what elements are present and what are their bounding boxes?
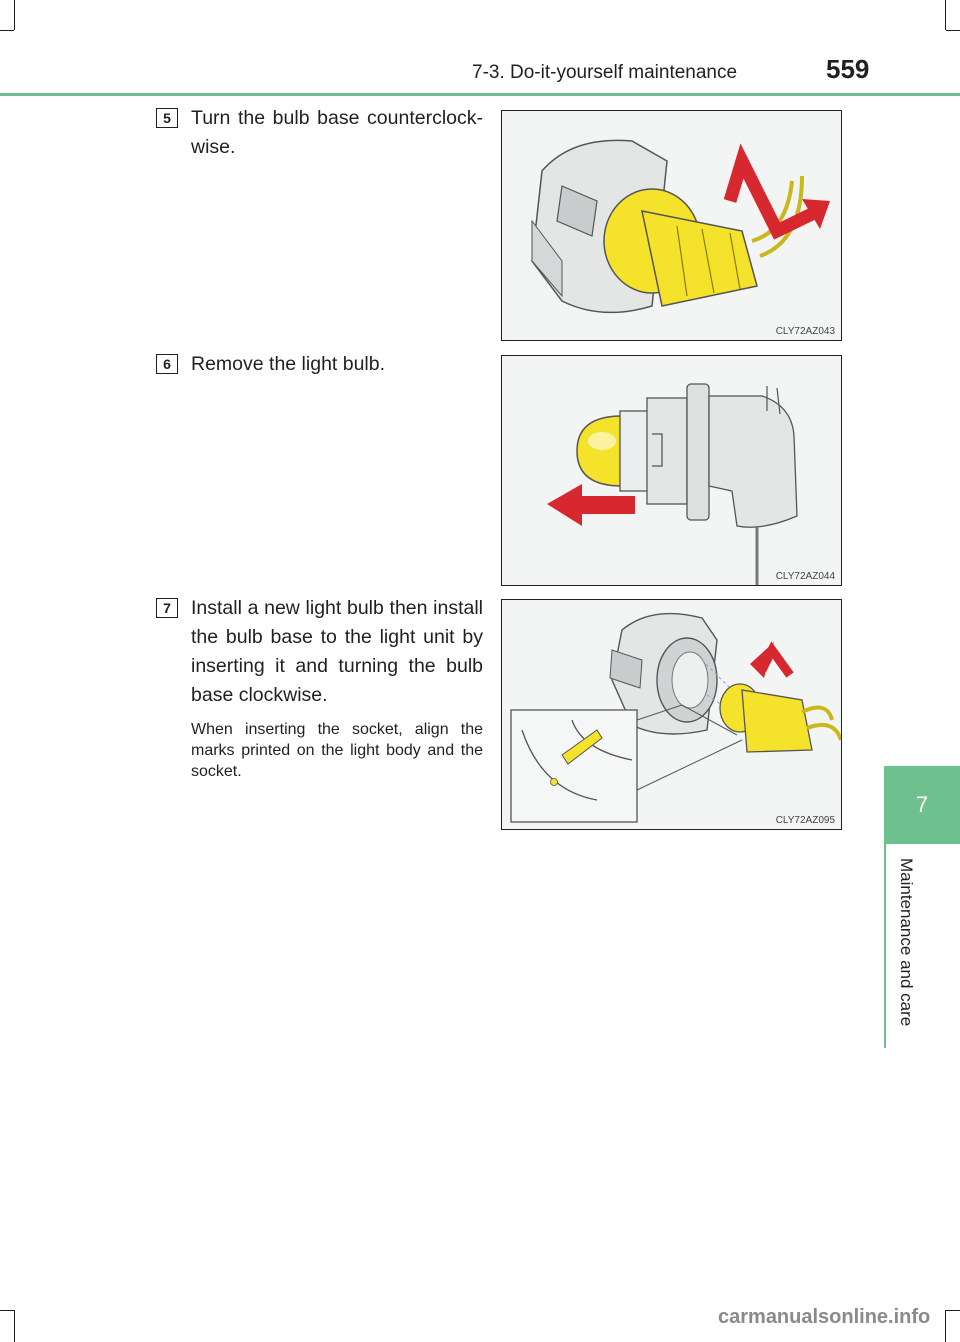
side-rule	[884, 844, 886, 1048]
figure-code: CLY72AZ095	[775, 815, 835, 826]
chapter-number: 7	[915, 792, 929, 817]
crop-mark	[945, 1310, 946, 1342]
chapter-tab[interactable]	[884, 766, 960, 844]
crop-mark	[946, 1310, 960, 1311]
step-badge-5: 5	[156, 108, 178, 128]
figure-install-bulb	[501, 599, 842, 830]
install-light-bulb-illustration	[502, 600, 841, 829]
page-number: 559	[826, 54, 870, 84]
crop-mark	[14, 1310, 15, 1342]
crop-mark	[946, 30, 960, 31]
figure-remove-bulb	[501, 355, 842, 586]
step-6-text: Remove the light bulb.	[191, 353, 386, 375]
figure-code: CLY72AZ044	[775, 571, 835, 582]
crop-mark	[0, 1310, 14, 1311]
step-7-note: When inserting the socket, align the marks printed on the light body and the socket.	[191, 721, 483, 780]
step-badge-7: 7	[156, 598, 178, 618]
figure-code: CLY72AZ043	[775, 326, 835, 337]
step-7-text: Install a new light bulb then install the bulb base to the light unit by inserting it and turning the bulb base clockwise.	[191, 597, 483, 706]
chapter-title: Maintenance and care	[897, 858, 916, 1027]
crop-mark	[14, 0, 15, 30]
watermark: carmanualsonline.info	[718, 1306, 931, 1328]
step-5-text: Turn the bulb base counterclock-wise.	[191, 107, 483, 158]
header-rule	[0, 93, 960, 96]
step-badge-6: 6	[156, 354, 178, 374]
section-title: 7-3. Do-it-yourself maintenance	[472, 62, 738, 83]
crop-mark	[0, 30, 14, 31]
remove-light-bulb-illustration	[502, 356, 841, 585]
figure-turn-bulb-base	[501, 110, 842, 341]
crop-mark	[945, 0, 946, 30]
bulb-base-counterclockwise-illustration	[502, 111, 841, 340]
